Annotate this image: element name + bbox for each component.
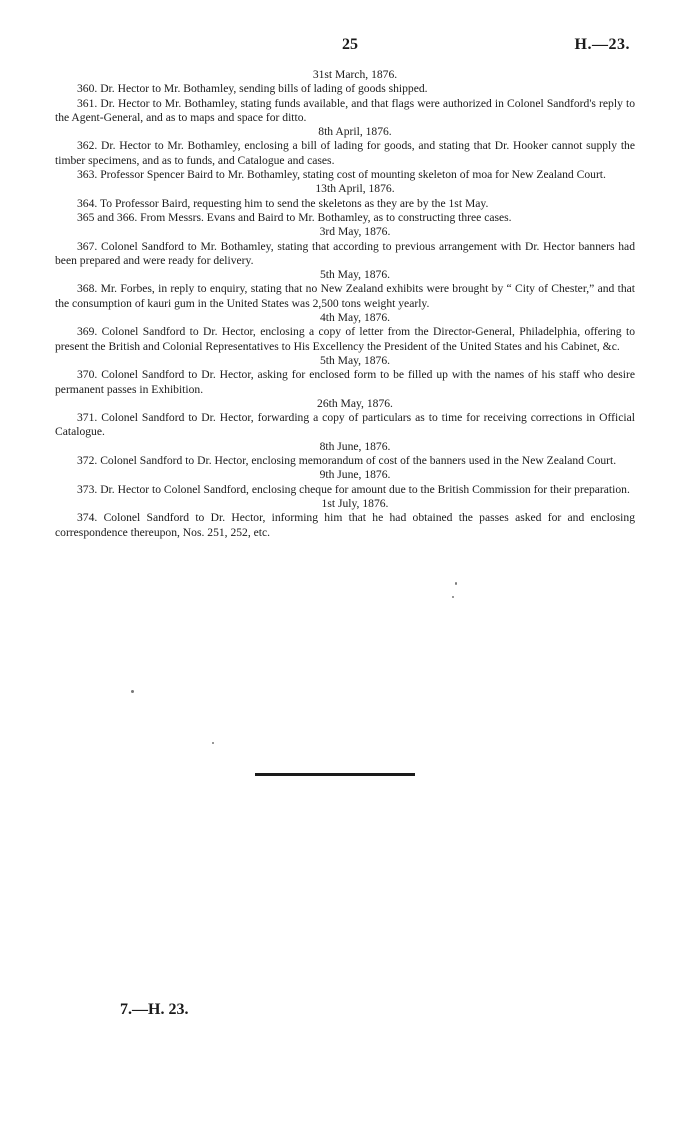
section-date: 26th May, 1876. <box>317 396 393 410</box>
page-number: 25 <box>342 36 358 53</box>
correspondence-entry: 369. Colonel Sandford to Dr. Hector, enclosing a copy of letter from the Director-General, Philadelphia, offering to present the British and Colonial Representatives to His Excellency the President of the United States and his Cabinet, &c. <box>55 325 635 353</box>
scan-speck <box>131 690 134 693</box>
correspondence-entry: 364. To Professor Baird, requesting him to send the skeletons as they are by the 1st May. <box>77 196 489 210</box>
correspondence-entry: 363. Professor Spencer Baird to Mr. Bothamley, stating cost of mounting skeleton of moa for New Zealand Court. <box>77 168 606 182</box>
section-date: 1st July, 1876. <box>321 496 389 510</box>
section-divider <box>255 773 415 776</box>
correspondence-entry: 371. Colonel Sandford to Dr. Hector, forwarding a copy of particulars as to time for receiving corrections in Official Catalogue. <box>55 411 635 439</box>
correspondence-entry: 360. Dr. Hector to Mr. Bothamley, sending bills of lading of goods shipped. <box>77 82 428 96</box>
section-date: 8th June, 1876. <box>319 439 391 453</box>
section-date: 13th April, 1876. <box>315 182 395 196</box>
scan-speck <box>212 742 214 744</box>
section-date: 5th May, 1876. <box>319 353 391 367</box>
section-date: 4th May, 1876. <box>319 311 391 325</box>
scan-speck <box>455 582 457 585</box>
correspondence-entry: 374. Colonel Sandford to Dr. Hector, informing him that he had obtained the passes asked for and enclosing correspondence thereupon, Nos. 251, 252, etc. <box>55 511 635 539</box>
correspondence-entry: 367. Colonel Sandford to Mr. Bothamley, stating that according to previous arrangement with Dr. Hector banners had been prepared and were ready for delivery. <box>55 239 635 267</box>
section-date: 3rd May, 1876. <box>319 225 391 239</box>
correspondence-entry: 361. Dr. Hector to Mr. Bothamley, stating funds available, and that flags were authorized in Colonel Sandford's reply to the Agent-General, and as to maps and space for ditto. <box>55 96 635 124</box>
correspondence-entry: 365 and 366. From Messrs. Evans and Baird to Mr. Bothamley, as to constructing three cases. <box>77 210 512 224</box>
correspondence-list <box>55 68 635 540</box>
footer-signature: 7.—H. 23. <box>120 1001 189 1018</box>
correspondence-entry: 368. Mr. Forbes, in reply to enquiry, stating that no New Zealand exhibits were brought by “ City of Chester,” and that the consumption of kauri gum in the United States was 2,500 tons weight yearly. <box>55 282 635 310</box>
document-reference: H.—23. <box>574 36 630 53</box>
section-date: 31st March, 1876. <box>312 68 398 81</box>
correspondence-entry: 373. Dr. Hector to Colonel Sandford, enclosing cheque for amount due to the British Commission for their preparation. <box>77 482 630 496</box>
correspondence-entry: 370. Colonel Sandford to Dr. Hector, asking for enclosed form to be filled up with the names of his staff who desire permanent passes in Exhibition. <box>55 368 635 396</box>
correspondence-entry: 362. Dr. Hector to Mr. Bothamley, enclosing a bill of lading for goods, and stating that Dr. Hooker cannot supply the timber specimens, and as to funds, and Catalogue and cases. <box>55 139 635 167</box>
correspondence-entry: 372. Colonel Sandford to Dr. Hector, enclosing memorandum of cost of the banners used in the New Zealand Court. <box>77 454 617 468</box>
section-date: 5th May, 1876. <box>319 268 391 282</box>
section-date: 9th June, 1876. <box>319 468 391 482</box>
section-date: 8th April, 1876. <box>318 125 392 139</box>
scan-speck <box>452 596 454 598</box>
